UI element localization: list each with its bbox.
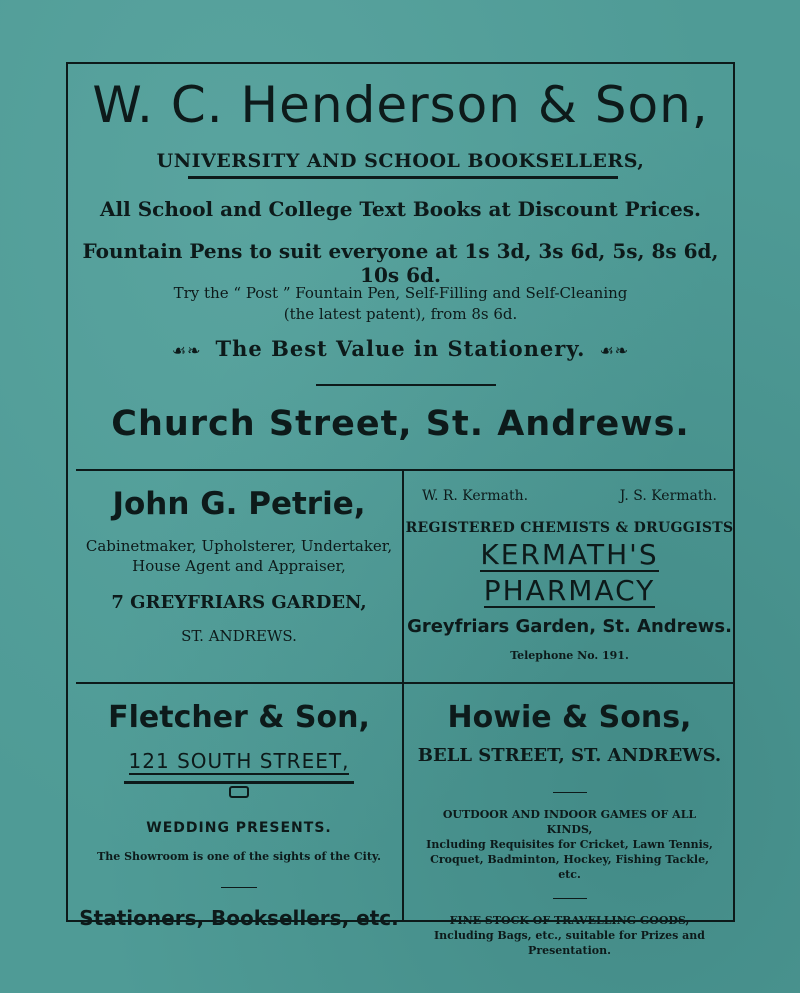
petrie-description xyxy=(76,536,402,576)
travel-line: FINE STOCK OF TRAVELLING GOODS, xyxy=(449,914,690,927)
travel-text xyxy=(404,913,735,958)
fletcher-street: 121 SOUTH STREET, xyxy=(128,749,350,773)
kermath-advert xyxy=(404,474,735,682)
advert-frame xyxy=(66,62,735,957)
henderson-advert xyxy=(68,64,733,469)
kermath-telephone: Telephone No. 191. xyxy=(510,649,629,662)
patent-line: (the latest patent), from 8s 6d. xyxy=(283,305,518,323)
kermath-chemists: REGISTERED CHEMISTS & DRUGGISTS xyxy=(405,520,734,536)
leaf-ornament-icon: ☙❧ xyxy=(599,341,630,360)
proprietor-name: W. R. Kermath. xyxy=(422,488,529,504)
section-divider xyxy=(76,469,733,471)
pharmacy-brand: PHARMACY xyxy=(483,574,656,607)
subtitle-rule xyxy=(188,176,618,179)
kermath-address: Greyfriars Garden, St. Andrews. xyxy=(407,616,732,637)
divider-rule xyxy=(124,781,354,784)
divider-rule xyxy=(316,384,496,386)
stationery-line xyxy=(68,336,733,361)
fletcher-advert xyxy=(76,686,402,930)
firm-address: Church Street, St. Andrews. xyxy=(111,404,690,444)
games-text xyxy=(404,807,735,882)
howie-advert xyxy=(404,686,735,957)
section-divider xyxy=(76,682,733,684)
stationery-text: The Best Value in Stationery. xyxy=(215,336,586,361)
petrie-advert xyxy=(76,474,402,682)
petrie-address: 7 GREYFRIARS GARDEN, xyxy=(111,592,367,613)
emblem-icon xyxy=(229,786,249,798)
firm-name: W. C. Henderson & Son, xyxy=(92,76,709,134)
travel-line: Presentation. xyxy=(528,944,611,957)
petrie-desc-line: Cabinetmaker, Upholsterer, Undertaker, xyxy=(85,537,393,555)
short-rule xyxy=(553,792,587,793)
post-pen-line: Try the “ Post ” Fountain Pen, Self-Filling and Self-Cleaning xyxy=(173,284,628,302)
proprietor-name: J. S. Kermath. xyxy=(619,488,717,504)
kermath-brand: KERMATH'S xyxy=(480,538,659,571)
fountain-pens-line: Fountain Pens to suit everyone at 1s 3d, 3s 6d, 5s, 8s 6d, 10s 6d. xyxy=(82,239,719,287)
games-line: Including Requisites for Cricket, Lawn Tennis, xyxy=(426,838,713,851)
showroom-text: The Showroom is one of the sights of the City. xyxy=(97,850,381,863)
games-line: OUTDOOR AND INDOOR GAMES OF ALL KINDS, xyxy=(442,808,697,836)
wedding-presents: WEDDING PRESENTS. xyxy=(146,820,332,836)
firm-subtitle: UNIVERSITY AND SCHOOL BOOKSELLERS, xyxy=(156,150,645,172)
kermath-proprietors xyxy=(404,488,735,504)
short-rule xyxy=(221,887,257,888)
petrie-desc-line: House Agent and Appraiser, xyxy=(132,557,346,575)
textbooks-line: All School and College Text Books at Discount Prices. xyxy=(100,197,701,221)
games-line: Croquet, Badminton, Hockey, Fishing Tackle, etc. xyxy=(430,853,709,881)
petrie-town: ST. ANDREWS. xyxy=(181,627,297,645)
fletcher-trade: Stationers, Booksellers, etc. xyxy=(79,906,399,930)
howie-name: Howie & Sons, xyxy=(447,700,692,735)
leaf-ornament-icon: ☙❧ xyxy=(171,341,202,360)
petrie-name: John G. Petrie, xyxy=(112,486,366,522)
short-rule xyxy=(553,898,587,899)
travel-line: Including Bags, etc., suitable for Prizes and xyxy=(434,929,705,942)
fletcher-name: Fletcher & Son, xyxy=(108,700,370,735)
howie-street: BELL STREET, ST. ANDREWS. xyxy=(417,745,722,766)
